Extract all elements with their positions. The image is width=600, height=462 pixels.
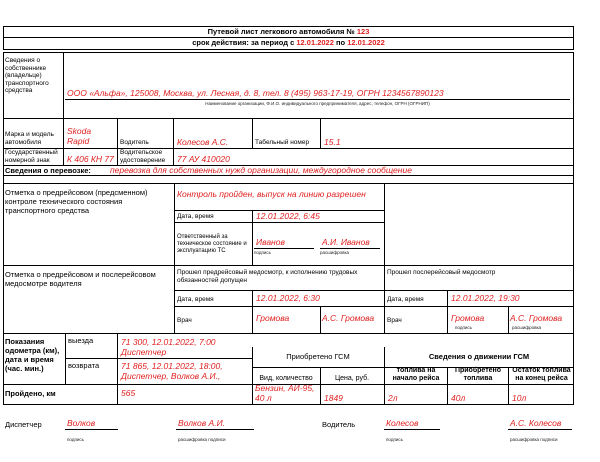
- odometer-label: Показания одометра (км), дата и время (час. мин.): [5, 337, 60, 373]
- fuel-start-value: 2л: [388, 393, 398, 403]
- responsible-label: Ответственный за техническое состояние и эксплуатацию ТС: [177, 234, 247, 254]
- transport-label: Сведения о перевозке:: [5, 166, 91, 175]
- dispatcher-label: Диспетчер: [5, 420, 42, 429]
- post-name-hint: расшифровка: [512, 325, 542, 330]
- driver-sign-label: Водитель: [322, 420, 356, 429]
- dispatcher-sign-hint: подпись: [67, 437, 85, 442]
- tab-number-label: Табельный номер: [255, 139, 310, 146]
- owner-hint: Наименование организации, Ф.И.О. индивидуального предпринимателя, адрес, телефон, ОГРН (ОГРНИП): [205, 101, 430, 106]
- driver-sign-hint: подпись: [386, 437, 404, 442]
- departure-value: 71 300, 12.01.2022, 7:00 Диспетчер: [121, 337, 216, 357]
- return-label: возврата: [68, 361, 100, 370]
- tech-datetime-label: Дата, время: [177, 213, 214, 220]
- period-date-from: 12.01.2022: [296, 38, 334, 47]
- validity-period: [3, 38, 574, 47]
- license-value: 77 АУ 410020: [177, 154, 230, 164]
- owner-value: ООО «Альфа», 125008, Москва, ул. Лесная, д. 8, тел. 8 (495) 963-17-19, ОГРН 1234567890123: [67, 88, 444, 98]
- post-doctor-sign: Громова: [451, 313, 485, 323]
- dispatcher-sign: Волков: [67, 418, 96, 428]
- brand-label: Марка и модель автомобиля: [5, 131, 54, 146]
- distance-value: 565: [121, 388, 136, 398]
- owner-label: Сведения о собственнике (владельце) транспортного средства: [5, 57, 49, 94]
- title-prefix: Путевой лист легкового автомобиля №: [207, 27, 355, 36]
- fuel-start-label: топлива на начало рейса: [392, 367, 440, 382]
- pre-medical-title: Прошел предрейсовый медосмотр, к исполнению трудовых обязанностей допущен: [177, 269, 358, 284]
- return-value: 71 865, 12.01.2022, 18:00, Диспетчер, Волков А.И.,: [121, 361, 223, 381]
- period-prefix: срок действия: за период с: [192, 38, 295, 47]
- tech-control-label: Отметка о предрейсовом (предсменном) контроле технического состояния транспортного средства: [5, 188, 148, 215]
- period-date-to: 12.01.2022: [347, 38, 385, 47]
- fuel-end-value: 10л: [512, 393, 527, 403]
- driver-sign: Колесов: [386, 418, 419, 428]
- dispatcher-name-hint: расшифровка подписи: [178, 437, 226, 442]
- post-doctor-label: Врач: [387, 317, 402, 324]
- period-mid: по: [335, 38, 346, 47]
- pre-datetime-label: Дата, время: [177, 296, 214, 303]
- distance-label: Пройдено, км: [5, 389, 56, 398]
- transport-value: перевозка для собственных нужд организации, междугородное сообщение: [110, 165, 412, 175]
- post-datetime-label: Дата, время: [387, 296, 424, 303]
- responsible-sign: Иванов: [256, 237, 285, 247]
- tab-number-value: 15.1: [324, 137, 341, 147]
- dispatcher-name: Волков А.И.: [178, 418, 226, 428]
- post-sign-hint: подпись: [455, 325, 473, 330]
- fuel-movement-title: Сведения о движении ГСМ: [428, 352, 530, 361]
- driver-name: А.С. Колесов: [510, 418, 562, 428]
- driver-label: Водитель: [120, 139, 149, 146]
- fuel-end-label: Остаток топлива на конец рейса: [512, 367, 571, 382]
- pre-doctor-sign: Громова: [256, 313, 290, 323]
- document-title: [3, 27, 574, 36]
- fuel-purchased-title: Приобретено ГСМ: [286, 352, 350, 361]
- post-doctor-name: А.С. Громова: [510, 313, 563, 323]
- driver-value: Колесов А.С.: [177, 137, 229, 147]
- driver-name-hint: расшифровка подписи: [510, 437, 558, 442]
- license-label: Водительское удостоверение: [120, 149, 166, 164]
- brand-value: Skoda Rapid: [67, 126, 92, 146]
- tech-control-status: Контроль пройден, выпуск на линию разрешен: [177, 189, 366, 199]
- responsible-sign-hint: подпись: [254, 250, 272, 255]
- medical-label: Отметка о предрейсовом и послерейсовом медосмотре водителя: [5, 270, 156, 288]
- fuel-purchased-value: 40л: [451, 393, 466, 403]
- fuel-type-label: Вид, количество: [259, 375, 313, 382]
- pre-datetime-value: 12.01.2022, 6:30: [256, 293, 320, 303]
- pre-doctor-name: А.С. Громова: [322, 313, 375, 323]
- pre-doctor-label: Врач: [177, 317, 192, 324]
- responsible-name: А.И. Иванов: [322, 237, 370, 247]
- departure-label: выезда: [68, 336, 94, 345]
- tech-datetime-value: 12.01.2022, 6:45: [256, 211, 320, 221]
- post-datetime-value: 12.01.2022, 19:30: [451, 293, 520, 303]
- responsible-name-hint: расшифровка: [320, 250, 350, 255]
- fuel-purchased-label: Приобретено топлива: [454, 367, 502, 382]
- post-medical-title: Прошел послерейсовый медосмотр: [387, 269, 496, 276]
- waybill-number: 123: [356, 27, 370, 36]
- plate-label: Государственный номерной знак: [5, 149, 58, 164]
- plate-value: К 406 КН 77: [67, 154, 114, 164]
- fuel-price-label: Цена, руб.: [334, 375, 370, 382]
- fuel-type-value: Бензин, АИ-95, 40 л: [255, 383, 315, 403]
- fuel-price-value: 1849: [324, 393, 343, 403]
